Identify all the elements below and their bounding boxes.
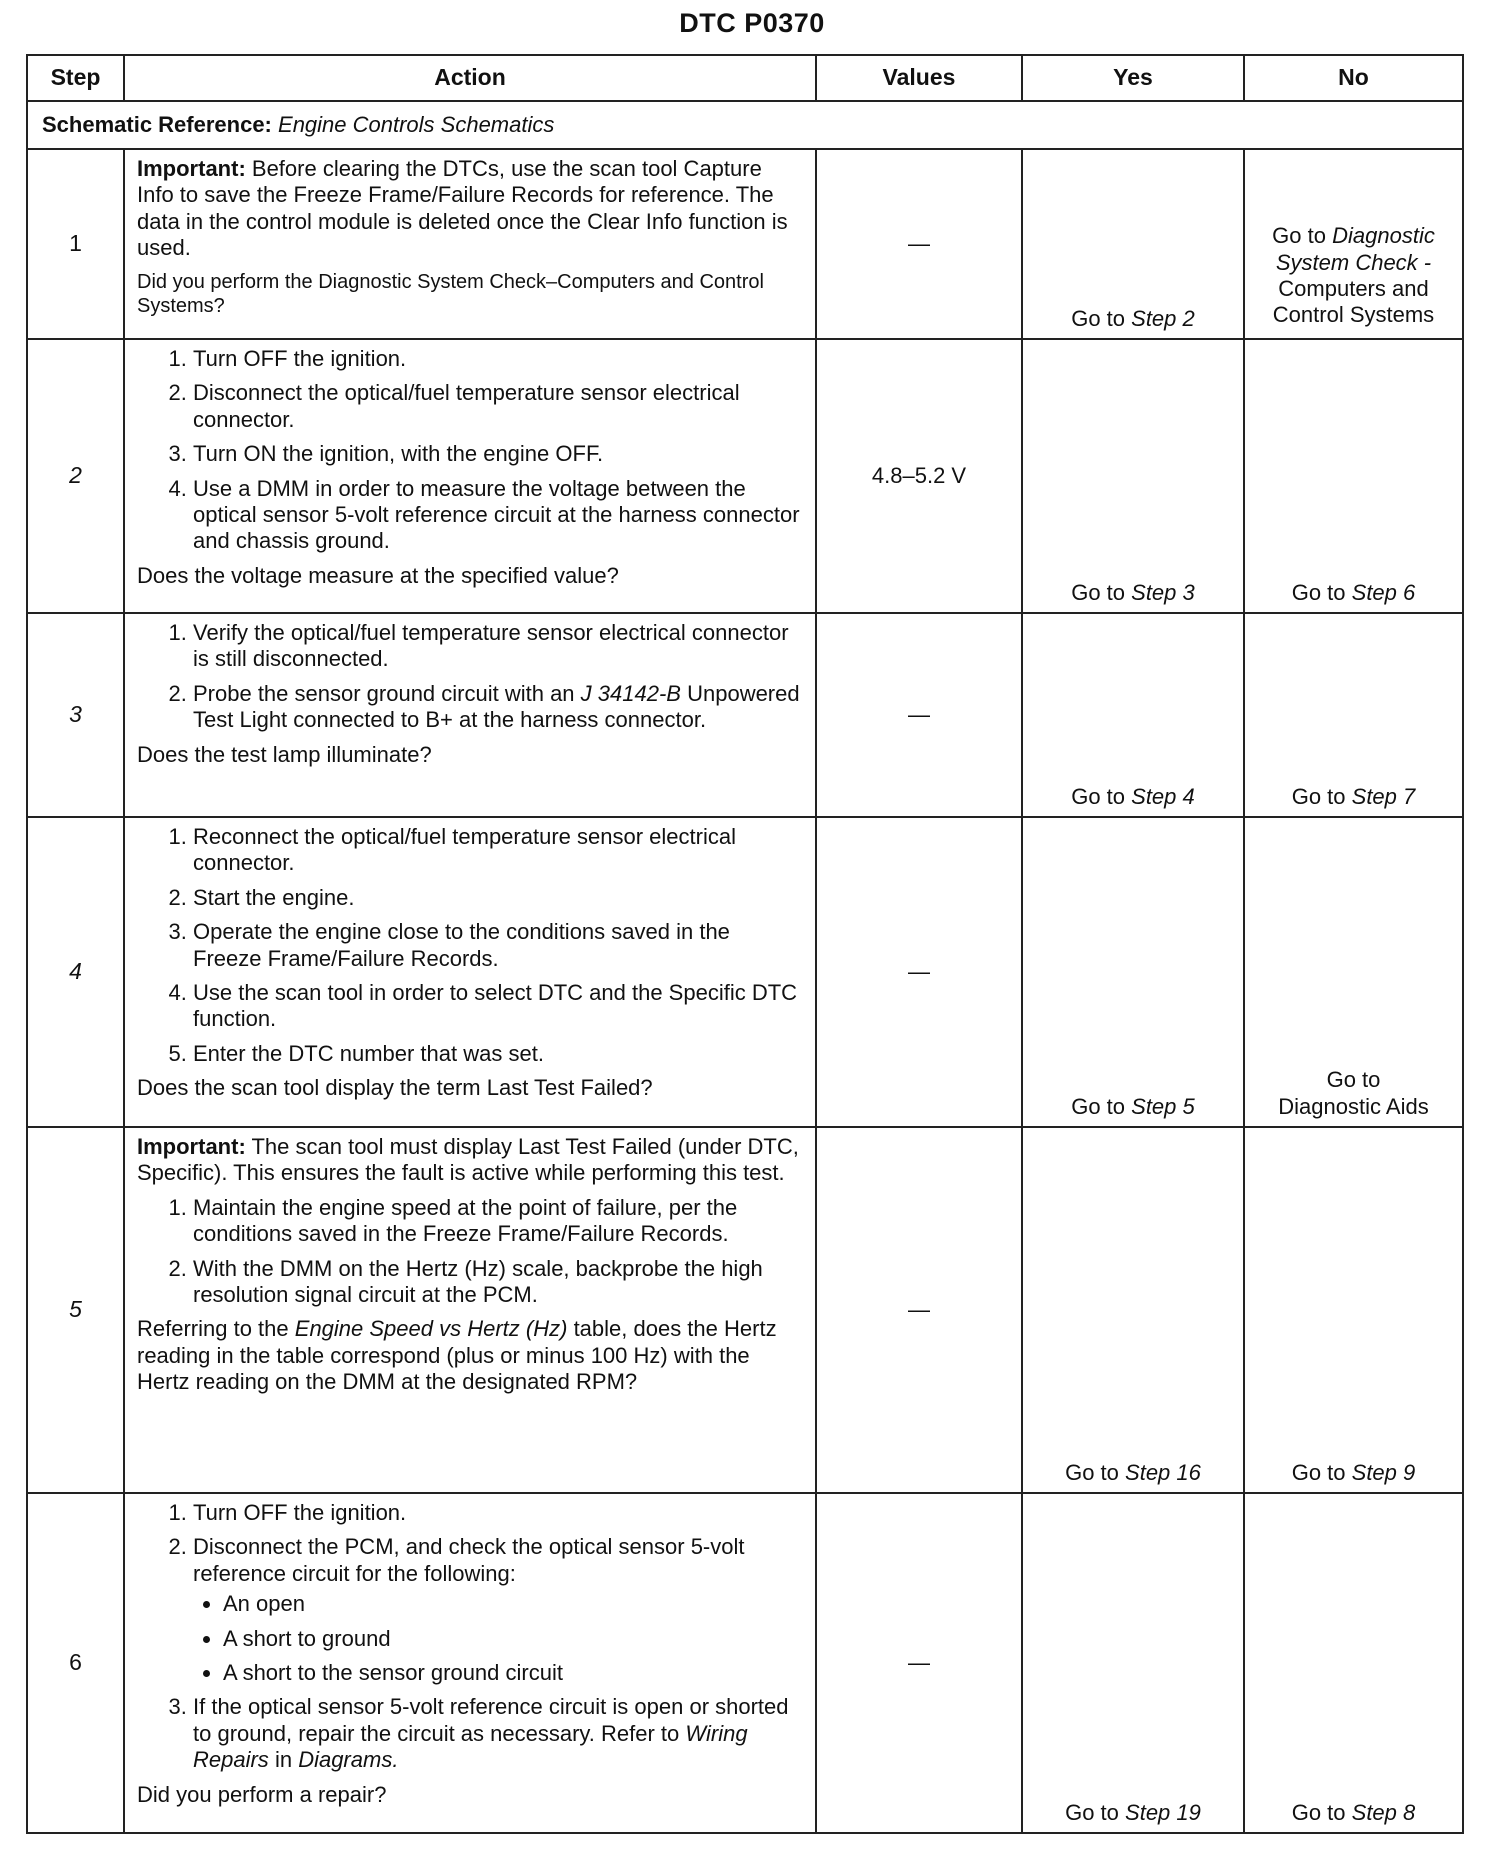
no-cell: Go to Diagnostic Aids — [1244, 817, 1463, 1127]
action-item: 1. Reconnect the optical/fuel temperature sensor electrical connector. — [193, 824, 803, 877]
value-cell: — — [816, 817, 1022, 1127]
action-cell — [124, 149, 816, 339]
yes-cell: Go to Step 5 — [1022, 817, 1244, 1127]
yes-cell: Go to Step 2 — [1022, 149, 1244, 339]
action-item: 3. Operate the engine close to the conditions saved in the Freeze Frame/Failure Records. — [193, 919, 803, 972]
question-text: Does the scan tool display the term Last Test Failed? — [137, 1075, 653, 1101]
yes-step-link[interactable]: Step 3 — [1131, 579, 1195, 605]
action-item: 1. Turn OFF the ignition. — [193, 1500, 803, 1526]
action-item: 1. Verify the optical/fuel temperature sensor electrical connector is still disconnected. — [193, 620, 803, 673]
action-cell — [124, 613, 816, 817]
yes-step-link[interactable]: Step 2 — [1131, 305, 1195, 331]
important-label: Important: — [137, 1134, 246, 1159]
header-values: Values — [816, 55, 1022, 101]
schematic-link[interactable]: Engine Controls Schematics — [278, 111, 555, 137]
schematic-label: Schematic Reference: — [42, 111, 272, 137]
header-step: Step — [27, 55, 124, 101]
action-item: 2. Probe the sensor ground circuit with an J 34142-B Unpowered Test Light connected to B+ at the harness connector. — [193, 681, 803, 734]
action-cell — [124, 339, 816, 613]
yes-step-link[interactable]: Step 4 — [1131, 783, 1195, 809]
action-item: 5. Enter the DTC number that was set. — [193, 1041, 803, 1067]
question-text: Did you perform the Diagnostic System Check–Computers and Control Systems? — [137, 270, 764, 317]
action-cell — [124, 817, 816, 1127]
important-label: Important: — [137, 156, 246, 181]
no-link-diagnostic-aids[interactable]: Diagnostic Aids — [1278, 1093, 1429, 1119]
value-cell: — — [816, 149, 1022, 339]
header-no: No — [1244, 55, 1463, 101]
diagrams-link[interactable]: Diagrams. — [298, 1747, 399, 1773]
no-cell: Go to Step 9 — [1244, 1127, 1463, 1493]
question-text: Did you perform a repair? — [137, 1781, 387, 1807]
no-link-diagnostic-system-check[interactable]: Diagnostic System Check - — [1275, 223, 1435, 275]
table-row — [27, 1127, 1463, 1493]
bullet-item: • An open — [223, 1591, 803, 1617]
bullet-item: • A short to ground — [223, 1626, 803, 1652]
yes-cell: Go to Step 19 — [1022, 1493, 1244, 1833]
table-reference[interactable]: Engine Speed vs Hertz (Hz) — [294, 1316, 568, 1342]
bullet-item: • A short to the sensor ground circuit — [223, 1660, 803, 1686]
question-text: Referring to the Engine Speed vs Hertz (Hz) table, does the Hertz reading in the table correspond (plus or minus 100 Hz) with the Hertz reading on the DMM at the designated RPM? — [137, 1316, 777, 1395]
action-item: 2. Start the engine. — [193, 885, 803, 911]
yes-cell: Go to Step 4 — [1022, 613, 1244, 817]
action-item: 1. Turn OFF the ignition. — [193, 346, 803, 372]
schematic-reference-row — [27, 101, 1463, 149]
value-cell: — — [816, 1127, 1022, 1493]
action-item: 4. Use the scan tool in order to select DTC and the Specific DTC function. — [193, 980, 803, 1033]
action-cell — [124, 1127, 816, 1493]
no-link-rest: Computers and Control Systems — [1272, 276, 1435, 328]
step-number: 5 — [27, 1127, 124, 1493]
step-number: 3 — [27, 613, 124, 817]
value-cell: 4.8–5.2 V — [816, 339, 1022, 613]
diagnostic-table — [26, 54, 1464, 1834]
header-row — [27, 55, 1463, 101]
table-row — [27, 339, 1463, 613]
no-cell: Go to Step 6 — [1244, 339, 1463, 613]
question-text: Does the test lamp illuminate? — [137, 741, 432, 767]
table-row — [27, 613, 1463, 817]
no-step-link[interactable]: Step 9 — [1351, 1459, 1416, 1485]
no-step-link[interactable]: Step 6 — [1351, 579, 1416, 605]
wiring-repairs-link[interactable]: Wiring Repairs — [193, 1720, 748, 1773]
action-item: 4. Use a DMM in order to measure the voltage between the optical sensor 5-volt reference circuit at the harness connector and chassis ground. — [193, 476, 803, 555]
action-item: 3. Turn ON the ignition, with the engine OFF. — [193, 441, 803, 467]
value-cell: — — [816, 613, 1022, 817]
no-step-link[interactable]: Step 8 — [1351, 1799, 1416, 1825]
question-text: Does the voltage measure at the specified value? — [137, 562, 619, 588]
value-cell: — — [816, 1493, 1022, 1833]
yes-cell: Go to Step 16 — [1022, 1127, 1244, 1493]
yes-step-link[interactable]: Step 19 — [1125, 1799, 1201, 1825]
important-text: Before clearing the DTCs, use the scan tool Capture Info to save the Freeze Frame/Failure Records for reference. The data in the control module is deleted once the Clear Info function is used. — [137, 156, 788, 261]
step-number: 2 — [27, 339, 124, 613]
header-yes: Yes — [1022, 55, 1244, 101]
table-row — [27, 817, 1463, 1127]
header-action: Action — [124, 55, 816, 101]
action-item: 1. Maintain the engine speed at the point of failure, per the conditions saved in the Freeze Frame/Failure Records. — [193, 1195, 803, 1248]
action-item: 2. With the DMM on the Hertz (Hz) scale, backprobe the high resolution signal circuit at the PCM. — [193, 1256, 803, 1309]
no-step-link[interactable]: Step 7 — [1351, 783, 1416, 809]
step-number: 4 — [27, 817, 124, 1127]
action-item: 2. Disconnect the PCM, and check the optical sensor 5-volt reference circuit for the following: • An open • A short to ground • A short to the sensor ground circuit — [193, 1534, 803, 1686]
action-item: 2. Disconnect the optical/fuel temperature sensor electrical connector. — [193, 380, 803, 433]
action-item: 3. If the optical sensor 5-volt reference circuit is open or shorted to ground, repair the circuit as necessary. Refer to Wiring Repairs in Diagrams. — [193, 1694, 803, 1773]
schematic-reference — [27, 101, 1463, 149]
table-row — [27, 149, 1463, 339]
yes-step-link[interactable]: Step 5 — [1131, 1093, 1195, 1119]
no-cell: Go to Step 7 — [1244, 613, 1463, 817]
important-text: The scan tool must display Last Test Failed (under DTC, Specific). This ensures the fault is active while performing this test. — [137, 1134, 799, 1186]
no-cell: Go to Diagnostic System Check - Computers and Control Systems — [1244, 149, 1463, 339]
action-cell — [124, 1493, 816, 1833]
step-number: 1 — [27, 149, 124, 339]
table-row — [27, 1493, 1463, 1833]
no-cell: Go to Step 8 — [1244, 1493, 1463, 1833]
tool-number: J 34142-B — [580, 680, 681, 706]
yes-step-link[interactable]: Step 16 — [1125, 1459, 1201, 1485]
page-title: DTC P0370 — [679, 8, 825, 38]
yes-cell: Go to Step 3 — [1022, 339, 1244, 613]
step-number: 6 — [27, 1493, 124, 1833]
